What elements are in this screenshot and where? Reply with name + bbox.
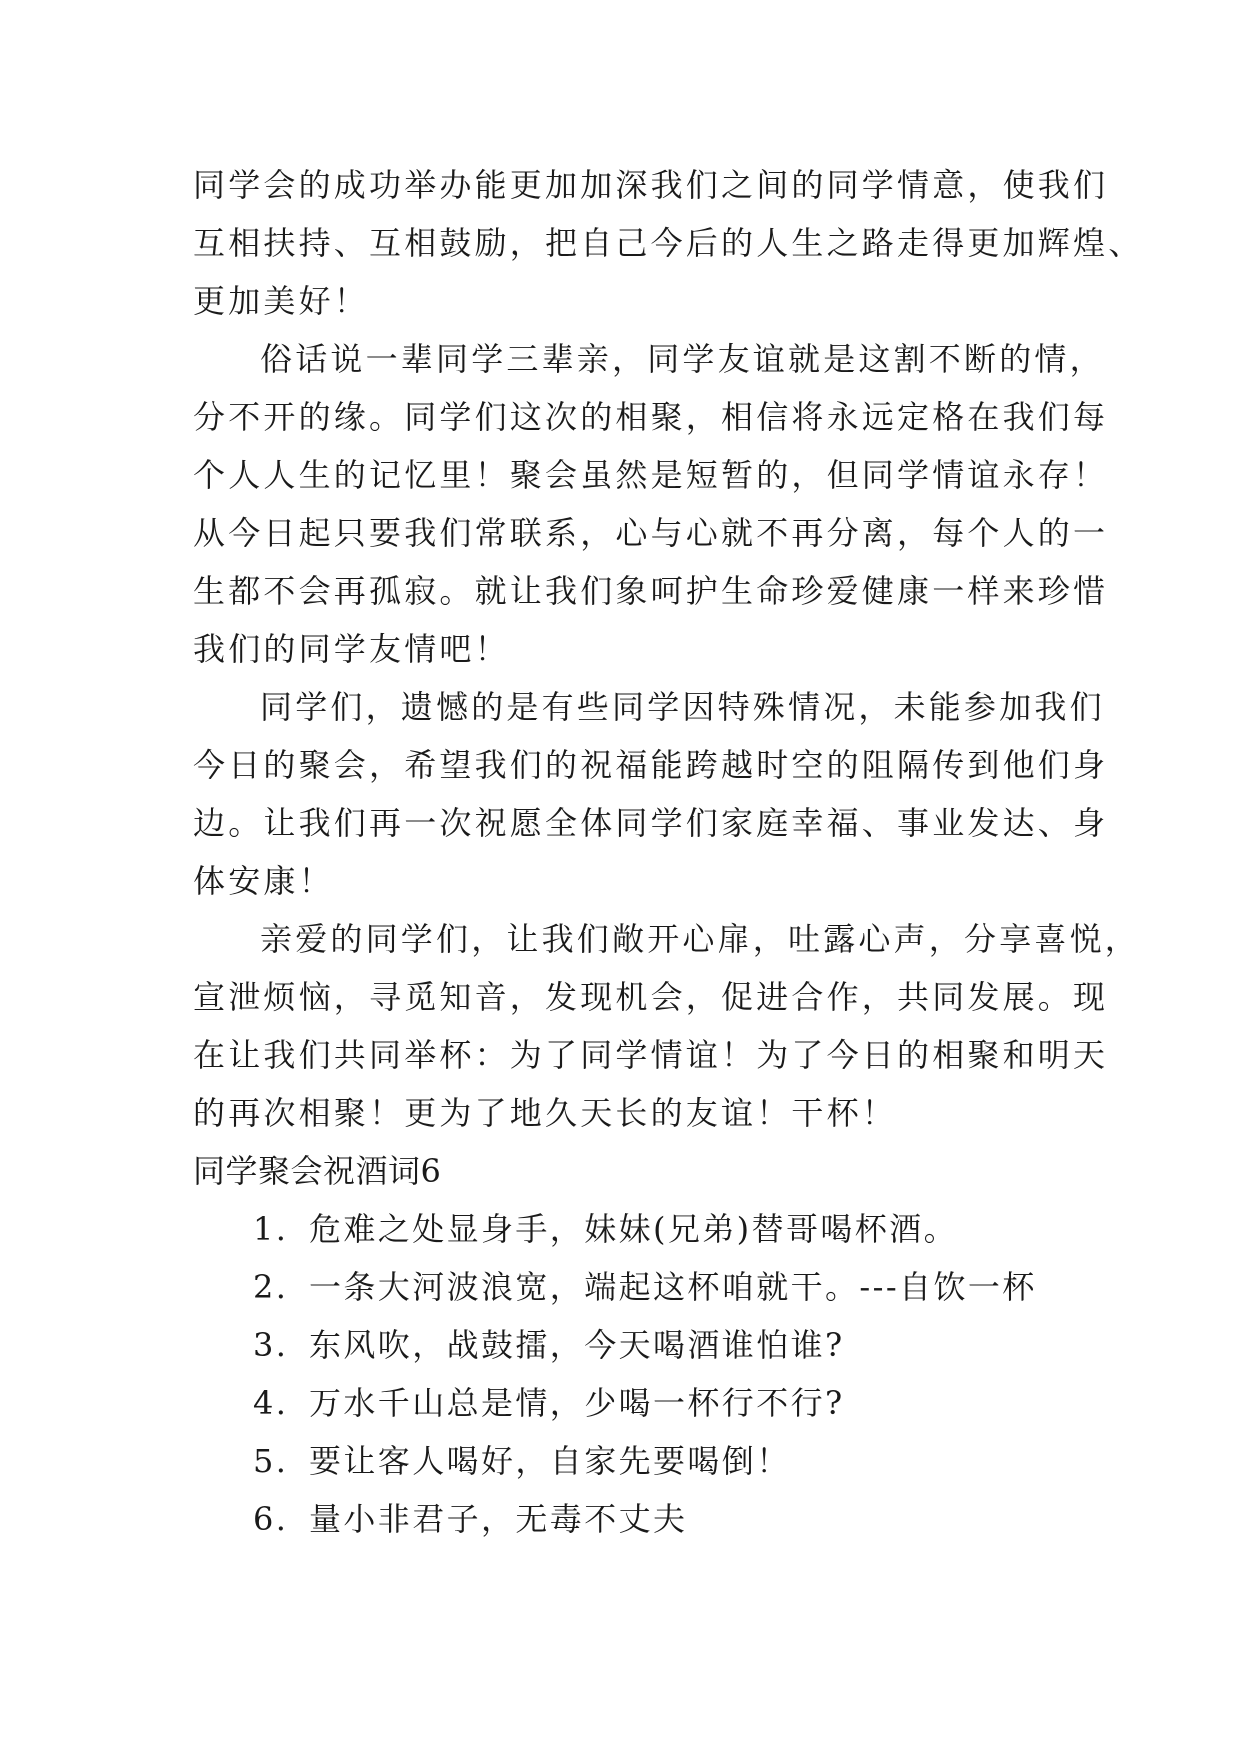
list-item <box>193 1432 1053 1490</box>
list-item-text: 万水千山总是情，少喝一杯行不行? <box>309 1384 845 1422</box>
paragraph-line: 生都不会再孤寂。就让我们象呵护生命珍爱健康一样来珍惜 <box>193 572 1109 610</box>
list-item <box>193 1316 1053 1374</box>
list-item-text: 量小非君子，无毒不丈夫 <box>309 1500 688 1538</box>
paragraph-line: 在让我们共同举杯：为了同学情谊！为了今日的相聚和明天 <box>193 1036 1109 1074</box>
paragraph-line: 宣泄烦恼，寻觅知音，发现机会，促进合作，共同发展。现 <box>193 978 1109 1016</box>
list-item-text: 危难之处显身手，妹妹(兄弟)替哥喝杯酒。 <box>309 1210 958 1248</box>
list-item-number: 4. <box>253 1384 289 1422</box>
list-item-number: 5. <box>253 1442 289 1480</box>
paragraph-line: 体安康！ <box>193 862 334 900</box>
list-item-text: 一条大河波浪宽，端起这杯咱就干。---自饮一杯 <box>309 1268 1037 1306</box>
paragraph-line: 同学们，遗憾的是有些同学因特殊情况，未能参加我们 <box>260 688 1105 726</box>
paragraph-line: 更加美好！ <box>193 282 370 320</box>
paragraph-line: 互相扶持、互相鼓励，把自己今后的人生之路走得更加辉煌、 <box>193 224 1144 262</box>
paragraph-line: 今日的聚会，希望我们的祝福能跨越时空的阻隔传到他们身 <box>193 746 1109 784</box>
list-item <box>193 1374 1053 1432</box>
paragraph-line: 俗话说一辈同学三辈亲，同学友谊就是这割不断的情， <box>260 340 1105 378</box>
list-item-text: 要让客人喝好，自家先要喝倒！ <box>309 1442 791 1480</box>
list-item-number: 2. <box>253 1268 289 1306</box>
list-item-text: 东风吹，战鼓擂，今天喝酒谁怕谁? <box>309 1326 845 1364</box>
paragraph-line: 亲爱的同学们，让我们敞开心扉，吐露心声，分享喜悦， <box>260 920 1141 958</box>
paragraph-line: 的再次相聚！更为了地久天长的友谊！干杯！ <box>193 1094 898 1132</box>
list-item <box>193 1200 1053 1258</box>
paragraph-line: 分不开的缘。同学们这次的相聚，相信将永远定格在我们每 <box>193 398 1109 436</box>
list-item-number: 3. <box>253 1326 289 1364</box>
list-item <box>193 1258 1053 1316</box>
paragraph-line: 从今日起只要我们常联系，心与心就不再分离，每个人的一 <box>193 514 1109 552</box>
section-heading: 同学聚会祝酒词6 <box>193 1152 442 1190</box>
list-item <box>193 1490 1053 1548</box>
paragraph-line: 个人人生的记忆里！聚会虽然是短暂的，但同学情谊永存！ <box>193 456 1109 494</box>
paragraph-line: 边。让我们再一次祝愿全体同学们家庭幸福、事业发达、身 <box>193 804 1109 842</box>
document-page <box>193 156 1144 1548</box>
paragraph-line: 我们的同学友情吧！ <box>193 630 510 668</box>
list-item-number: 6. <box>253 1500 289 1538</box>
paragraph-line: 同学会的成功举办能更加加深我们之间的同学情意，使我们 <box>193 166 1109 204</box>
list-item-number: 1. <box>253 1210 289 1248</box>
